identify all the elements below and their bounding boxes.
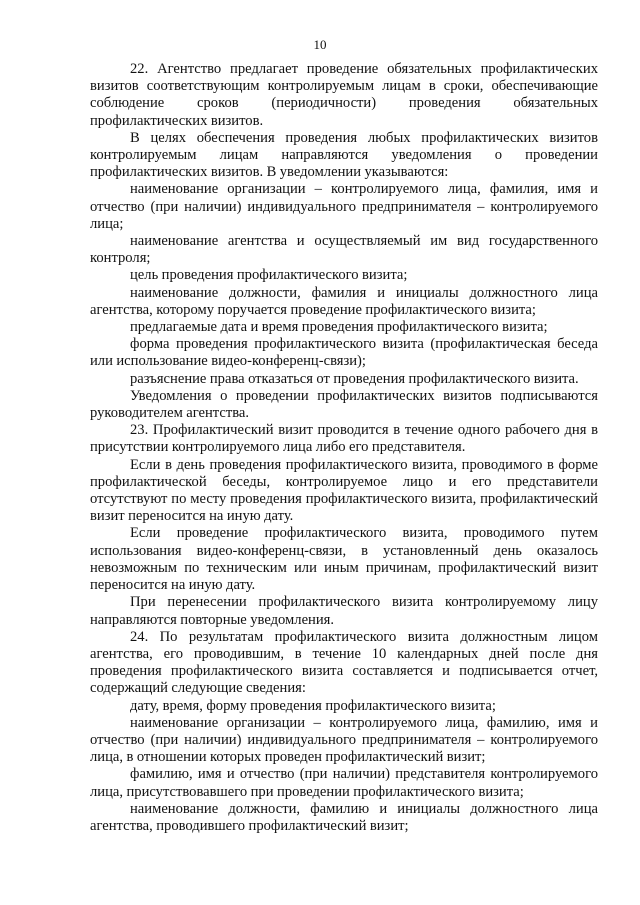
paragraph: 23. Профилактический визит проводится в течение одного рабочего дня в присутствии контролируемого лица либо его представителя. [90,422,598,456]
paragraph: Если проведение профилактического визита, проводимого путем использования видео-конференц-связи, в установленный день оказалось невозможным по техническим или иным причинам, профилактический визит переносится на иную дату. [90,525,598,594]
paragraph: цель проведения профилактического визита; [130,267,408,284]
paragraph: фамилию, имя и отчество (при наличии) представителя контролируемого лица, присутствовавшего при проведении профилактического визита; [90,766,598,800]
paragraph: разъяснение права отказаться от проведения профилактического визита. [130,370,579,387]
paragraph: В целях обеспечения проведения любых профилактических визитов контролируемым лицам направляются уведомления о проведении профилактических визитов. В уведомлении указываются: [90,129,598,181]
paragraph: наименование организации – контролируемого лица, фамилию, имя и отчество (при наличии) индивидуального предпринимателя – контролируемого лица, в отношении которых проведен профилактический визит; [90,714,598,766]
paragraph: 24. По результатам профилактического визита должностным лицом агентства, его проводившим, в течение 10 календарных дней после дня проведения профилактического визита составляется и подписывается отчет, содержащий следующие сведения: [90,628,598,697]
paragraph: При перенесении профилактического визита контролируемому лицу направляются повторные уведомления. [90,594,598,628]
paragraph: наименование агентства и осуществляемый им вид государственного контроля; [90,233,598,267]
paragraph: 22. Агентство предлагает проведение обязательных профилактических визитов соответствующим контролируемым лицам в сроки, обеспечивающие соблюдение сроков (периодичности) проведения обязательных профилактических визитов. [90,61,598,129]
page-number: 10 [313,37,327,52]
paragraph: предлагаемые дата и время проведения профилактического визита; [130,319,548,336]
paragraph: наименование организации – контролируемого лица, фамилия, имя и отчество (при наличии) индивидуального предпринимателя – контролируемого лица; [90,181,598,232]
paragraph: дату, время, форму проведения профилактического визита; [130,697,496,714]
paragraph: Уведомления о проведении профилактических визитов подписываются руководителем агентства. [90,387,598,422]
document-body [90,61,598,835]
paragraph: Если в день проведения профилактического визита, проводимого в форме профилактической беседы, контролируемое лицо и его представители отсутствуют по месту проведения профилактического визита, профилактический визит переносится на иную дату. [90,456,598,525]
paragraph: наименование должности, фамилию и инициалы должностного лица агентства, проводившего профилактический визит; [90,800,598,834]
paragraph: наименование должности, фамилия и инициалы должностного лица агентства, которому поручается проведение профилактического визита; [90,284,598,318]
paragraph: форма проведения профилактического визита (профилактическая беседа или использование видео-конференц-связи); [90,336,598,370]
